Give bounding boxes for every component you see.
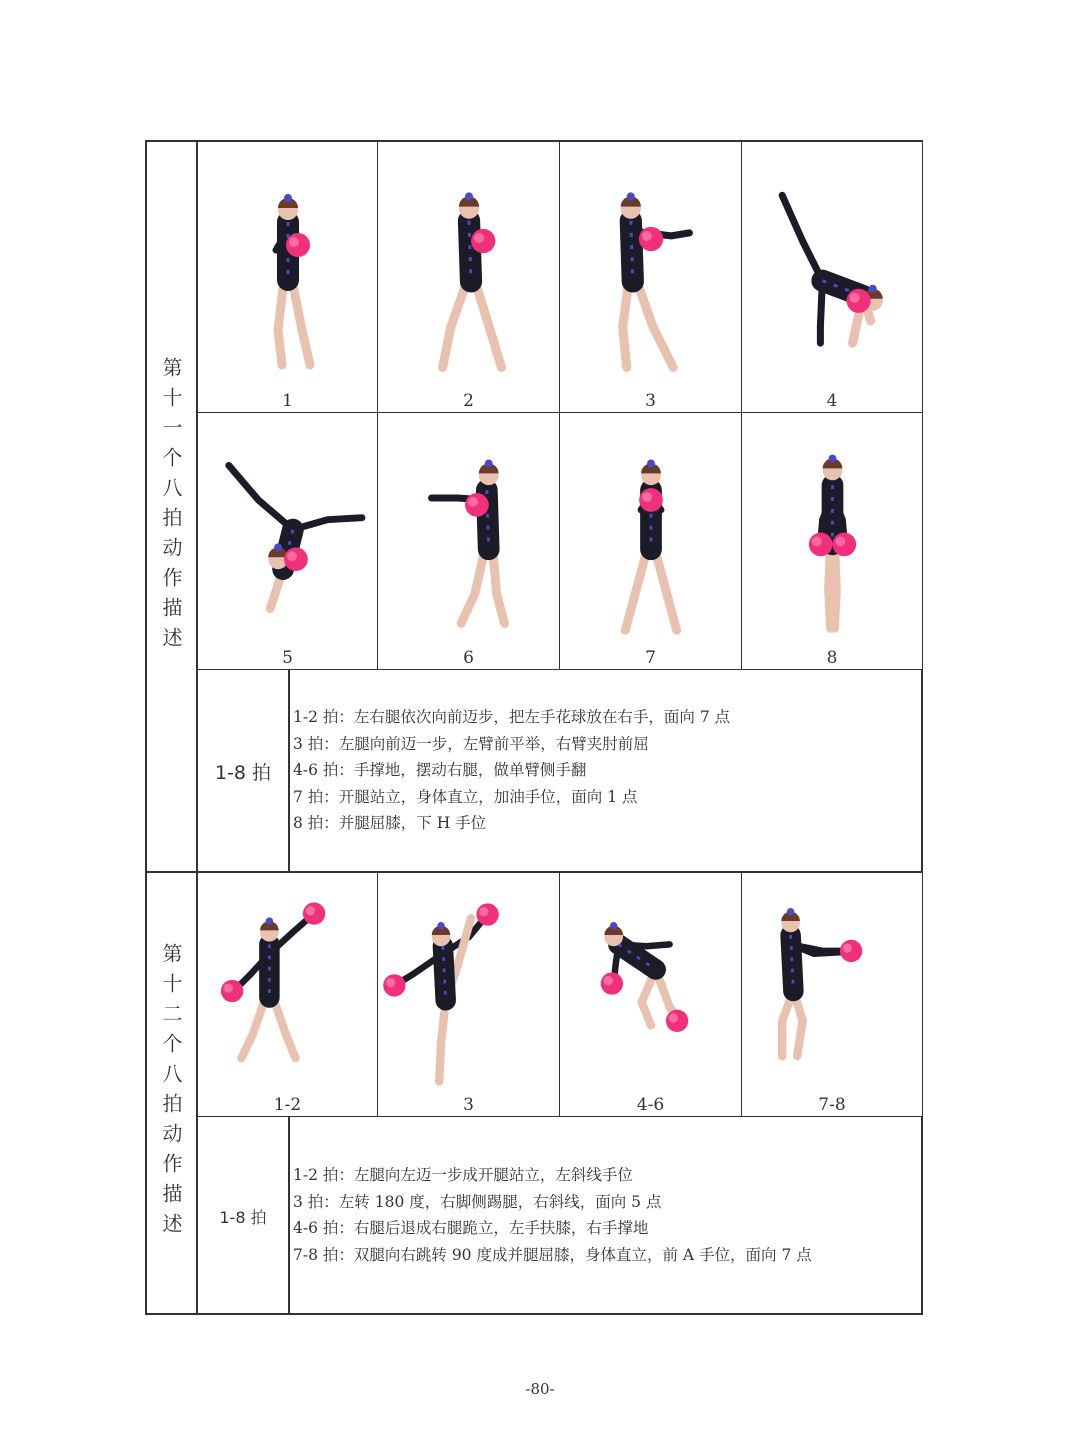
figure-cell bbox=[742, 413, 923, 670]
action-description bbox=[290, 1162, 921, 1268]
dancer-figure bbox=[198, 142, 378, 413]
figure-label: 3 bbox=[463, 1095, 474, 1115]
figure-label: 3 bbox=[645, 391, 656, 411]
figure-cell bbox=[560, 413, 742, 670]
section-title: 第十一个八拍动作描述 bbox=[159, 356, 183, 657]
beat-range-cell bbox=[198, 1117, 290, 1315]
section-title-cell bbox=[147, 142, 198, 871]
description-line: 3 拍：左腿向前迈一步，左臂前平举，右臂夹肘前屈 bbox=[293, 734, 649, 753]
description-line: 1-2 拍：左腿向左迈一步成开腿站立，左斜线手位 bbox=[293, 1166, 633, 1184]
page-number: -80- bbox=[525, 1380, 555, 1398]
dancer-figure bbox=[198, 873, 378, 1117]
beat-range: 1-8 拍 bbox=[219, 1207, 267, 1227]
figure-label: 1-2 bbox=[273, 1095, 302, 1115]
figure-cell bbox=[560, 873, 742, 1117]
dancer-figure bbox=[742, 413, 923, 670]
figure-cell bbox=[378, 413, 560, 670]
figure-cell bbox=[742, 142, 923, 413]
figure-label: 6 bbox=[463, 648, 474, 668]
figure-cell bbox=[378, 873, 560, 1117]
dancer-figure bbox=[560, 142, 742, 413]
dancer-figure bbox=[742, 142, 923, 413]
figure-label: 2 bbox=[463, 391, 474, 411]
cheer-table bbox=[145, 140, 923, 1315]
section-eleven bbox=[145, 140, 923, 873]
section-title-cell bbox=[147, 873, 198, 1313]
section-title: 第十二个八拍动作描述 bbox=[159, 943, 183, 1243]
section-twelve bbox=[145, 871, 923, 1315]
description-line: 7-8 拍：双腿向右跳转 90 度成并腿屈膝，身体直立，前 A 手位，面向 7 点 bbox=[293, 1245, 812, 1264]
figure-label: 5 bbox=[282, 648, 293, 668]
description-line: 4-6 拍：右腿后退成右腿跪立，左手扶膝，右手撑地 bbox=[293, 1219, 649, 1237]
figure-label: 7 bbox=[645, 648, 656, 668]
figure-cell bbox=[198, 413, 378, 670]
figure-cell bbox=[198, 873, 378, 1117]
figure-label: 4-6 bbox=[636, 1095, 665, 1115]
figure-label: 8 bbox=[826, 648, 838, 668]
dancer-figure bbox=[378, 873, 560, 1117]
figure-cell bbox=[378, 142, 560, 413]
figure-cell bbox=[560, 142, 742, 413]
figure-label: 1 bbox=[282, 391, 293, 411]
description-line: 4-6 拍：手撑地，摆动右腿，做单臂侧手翻 bbox=[293, 761, 587, 779]
dancer-figure bbox=[560, 873, 742, 1117]
dancer-figure bbox=[742, 873, 923, 1117]
figure-cell bbox=[198, 142, 378, 413]
action-description bbox=[290, 704, 921, 837]
description-line: 7 拍：开腿站立，身体直立，加油手位，面向 1 点 bbox=[293, 787, 638, 806]
beat-range: 1-8 拍 bbox=[214, 762, 272, 784]
dancer-figure bbox=[198, 413, 378, 670]
figure-label: 4 bbox=[826, 391, 838, 411]
beat-range-cell bbox=[198, 670, 290, 873]
description-line: 1-2 拍：左右腿依次向前迈步，把左手花球放在右手，面向 7 点 bbox=[293, 708, 731, 726]
description-line: 8 拍：并腿屈膝，下 H 手位 bbox=[293, 814, 487, 832]
dancer-figure bbox=[560, 413, 742, 670]
dancer-figure bbox=[378, 413, 560, 670]
description-line: 3 拍：左转 180 度，右脚侧踢腿，右斜线，面向 5 点 bbox=[293, 1192, 662, 1211]
dancer-figure bbox=[378, 142, 560, 413]
figure-cell bbox=[742, 873, 923, 1117]
figure-label: 7-8 bbox=[818, 1095, 846, 1115]
